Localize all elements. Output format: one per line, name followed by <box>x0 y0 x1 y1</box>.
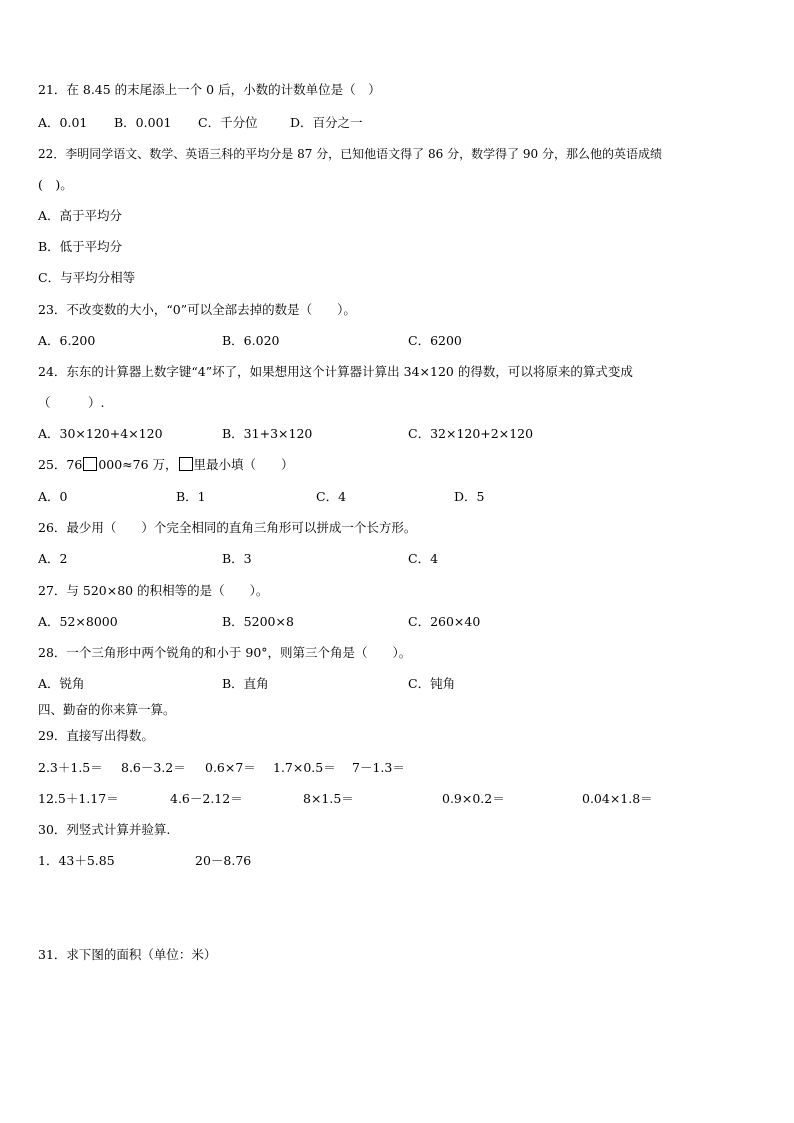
q22-option-b: B．低于平均分 <box>38 239 123 254</box>
blank-box <box>179 457 193 471</box>
q29-item: 0.9×0.2＝ <box>442 791 505 806</box>
blank-box <box>83 457 97 471</box>
q25-stem-part3: 里最小填（ ） <box>193 457 294 472</box>
q23-option-a: A．6.200 <box>38 333 96 348</box>
q29-item: 8.6－3.2＝ <box>121 760 186 775</box>
q29-item: 7－1.3＝ <box>352 760 405 775</box>
q24-option-c: C．32×120+2×120 <box>408 426 534 441</box>
q22-option-c: C．与平均分相等 <box>38 270 136 285</box>
q23-stem: 23．不改变数的大小，“0”可以全部去掉的数是（ ）。 <box>38 302 356 317</box>
q29-item: 0.6×7＝ <box>205 760 256 775</box>
q28-stem: 28．一个三角形中两个锐角的和小于 90°，则第三个角是（ ）。 <box>38 645 412 660</box>
q21-option-b: B．0.001 <box>114 115 172 130</box>
q25-option-d: D．5 <box>454 489 485 504</box>
q29-item: 1.7×0.5＝ <box>273 760 336 775</box>
q29-stem: 29．直接写出得数。 <box>38 728 154 743</box>
q25-option-b: B．1 <box>176 489 206 504</box>
q23-option-b: B．6.020 <box>222 333 280 348</box>
q21-option-c: C．千分位 <box>198 115 258 130</box>
q24-stem-line2: （ ）. <box>38 395 105 410</box>
q25-option-c: C．4 <box>316 489 347 504</box>
q21-stem: 21．在 8.45 的末尾添上一个 0 后，小数的计数单位是（ ） <box>38 82 381 97</box>
q28-option-c: C．钝角 <box>408 676 456 691</box>
q27-option-c: C．260×40 <box>408 614 481 629</box>
q25-stem-part1: 25．76 <box>38 457 83 472</box>
q24-option-b: B．31+3×120 <box>222 426 313 441</box>
q24-stem-line1: 24．东东的计算器上数字键“4”坏了，如果想用这个计算器计算出 34×120 的得数，可以将原来的算式变成 <box>38 364 633 379</box>
q25-option-a: A．0 <box>38 489 68 504</box>
section-title: 四、勤奋的你来算一算。 <box>38 702 176 717</box>
q23-option-c: C．6200 <box>408 333 462 348</box>
q24-option-a: A．30×120+4×120 <box>38 426 163 441</box>
q21-option-a: A．0.01 <box>38 115 88 130</box>
q22-stem-line2: ( )。 <box>38 177 73 192</box>
q28-option-b: B．直角 <box>222 676 269 691</box>
q29-item: 8×1.5＝ <box>303 791 354 806</box>
q25-stem-part2: 000≈76 万， <box>98 457 178 472</box>
q26-stem: 26．最少用（ ）个完全相同的直角三角形可以拼成一个长方形。 <box>38 520 417 535</box>
q27-option-a: A．52×8000 <box>38 614 118 629</box>
q26-option-b: B．3 <box>222 551 252 566</box>
q29-item: 4.6－2.12＝ <box>170 791 243 806</box>
q26-option-a: A．2 <box>38 551 68 566</box>
q29-item: 0.04×1.8＝ <box>582 791 653 806</box>
q27-stem: 27．与 520×80 的积相等的是（ ）。 <box>38 583 269 598</box>
q26-option-c: C．4 <box>408 551 439 566</box>
q29-item: 2.3＋1.5＝ <box>38 760 103 775</box>
q31-stem: 31．求下图的面积（单位：米） <box>38 947 217 962</box>
q28-option-a: A．锐角 <box>38 676 85 691</box>
q27-option-b: B．5200×8 <box>222 614 294 629</box>
q22-stem-line1: 22．李明同学语文、数学、英语三科的平均分是 87 分，已知他语文得了 86 分，数学得了 90 分，那么他的英语成绩 <box>38 147 662 161</box>
q30-item: 20－8.76 <box>195 853 252 868</box>
q30-item: 1．43＋5.85 <box>38 853 115 868</box>
q22-option-a: A．高于平均分 <box>38 208 123 223</box>
q25-stem <box>38 457 294 473</box>
q30-stem: 30．列竖式计算并验算. <box>38 822 171 837</box>
q21-option-d: D．百分之一 <box>290 115 363 130</box>
q29-item: 12.5＋1.17＝ <box>38 791 119 806</box>
